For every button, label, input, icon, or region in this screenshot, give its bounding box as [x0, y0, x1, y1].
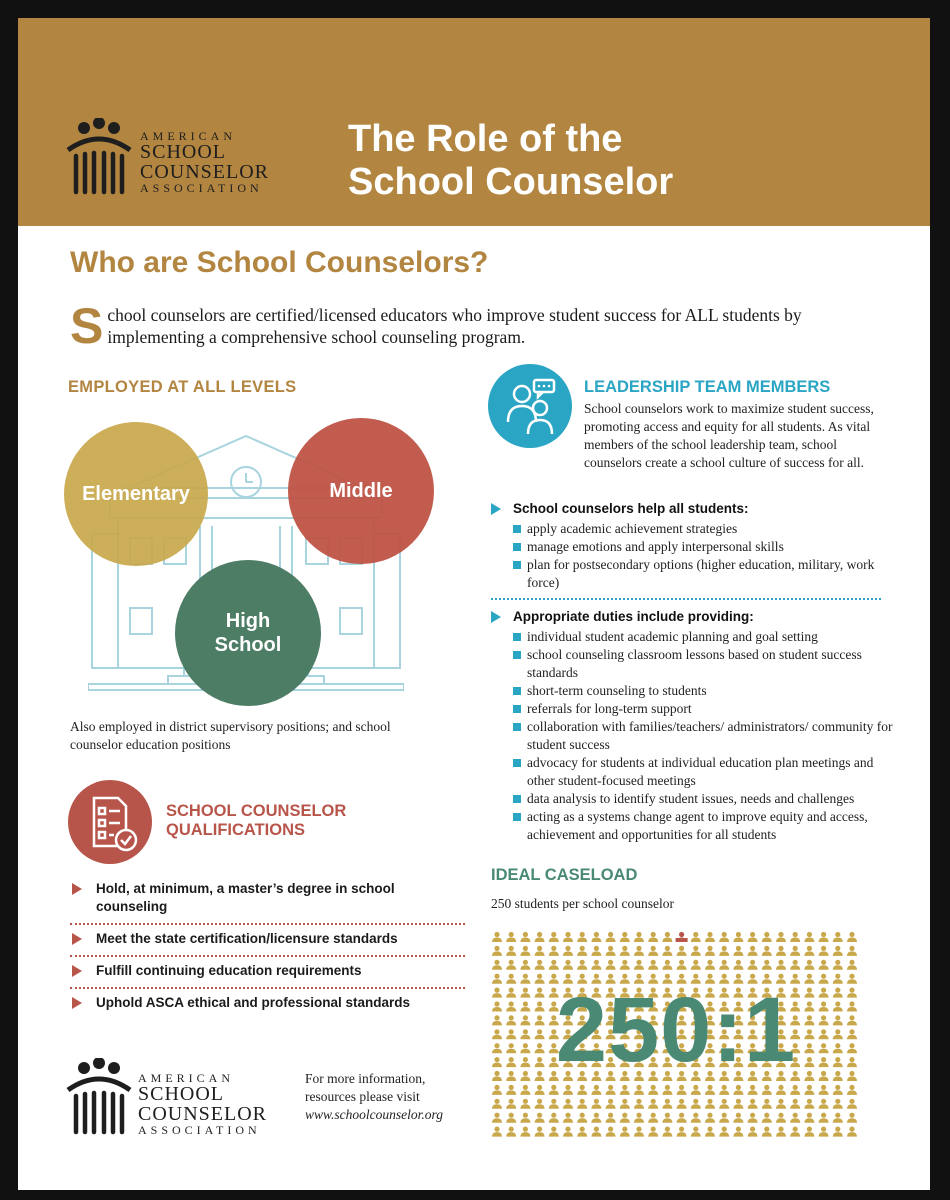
list-item: apply academic achievement strategies [491, 520, 901, 538]
footer-logo-wordmark [138, 1072, 267, 1136]
footer-logo-line-school: SCHOOL [138, 1083, 225, 1105]
qualifications-title [166, 802, 346, 840]
duties-title: Appropriate duties include providing: [491, 608, 901, 626]
duties-block [491, 608, 901, 844]
page-title-line-1: The Role of the [348, 118, 623, 160]
caseload-title: IDEAL CASELOAD [491, 866, 638, 884]
list-item: Fulfill continuing education requirements [70, 962, 465, 980]
list-item: advocacy for students at individual education plan meetings and other student-focused meetings [491, 754, 901, 790]
section-heading: Who are School Counselors? [70, 246, 489, 279]
circle-middle [288, 418, 434, 564]
caseload-ratio: 250:1 [555, 979, 797, 1081]
logo-line-association: ASSOCIATION [140, 181, 263, 195]
label-school: School [214, 634, 282, 656]
list-item: plan for postsecondary options (higher education, military, work force) [491, 556, 901, 592]
list-item: manage emotions and apply interpersonal skills [491, 538, 901, 556]
intro-text: chool counselors are certified/licensed educators who improve student success for ALL students by implementing a comprehensive school counseling program. [107, 305, 802, 347]
qualifications-list [70, 880, 465, 1026]
more-info-line-2: resources please visit [305, 1089, 420, 1104]
drop-cap: S [70, 298, 104, 354]
label-high-school [215, 609, 282, 657]
list-item: individual student academic planning and goal setting [491, 628, 901, 646]
label-middle: Middle [329, 480, 393, 502]
qualifications-title-line-1: SCHOOL COUNSELOR [166, 802, 347, 820]
list-item: referrals for long-term support [491, 700, 901, 718]
list-item: Hold, at minimum, a master’s degree in school counseling [70, 880, 465, 916]
page-title-line-2: School Counselor [348, 161, 674, 203]
employed-note: Also employed in district supervisory positions; and school counselor education positions [70, 719, 391, 752]
footer-logo-line-counselor: COUNSELOR [138, 1103, 268, 1125]
footer-logo-line-association: ASSOCIATION [138, 1123, 261, 1137]
list-item: school counseling classroom lessons based on student success standards [491, 646, 901, 682]
intro-paragraph [70, 298, 890, 354]
more-info-line-1: For more information, [305, 1071, 426, 1086]
label-elementary: Elementary [82, 483, 190, 505]
website-link[interactable]: www.schoolcounselor.org [305, 1107, 444, 1122]
help-list [491, 520, 901, 592]
caseload-text: 250 students per school counselor [491, 896, 674, 911]
logo-line-school: SCHOOL [140, 141, 227, 163]
logo-wordmark [140, 130, 269, 194]
leadership-title: LEADERSHIP TEAM MEMBERS [584, 378, 831, 396]
asca-logo-icon [66, 118, 132, 198]
list-item: Meet the state certification/licensure standards [70, 930, 465, 948]
circle-high-school [175, 560, 321, 706]
help-block [491, 500, 901, 592]
qualifications-title-line-2: QUALIFICATIONS [166, 821, 306, 839]
list-item: data analysis to identify student issues, needs and challenges [491, 790, 901, 808]
page-title [348, 118, 673, 204]
duties-list [491, 628, 901, 844]
employed-title: EMPLOYED AT ALL LEVELS [68, 378, 297, 396]
list-item: Uphold ASCA ethical and professional standards [70, 994, 465, 1012]
leadership-text: School counselors work to maximize student success, promoting access and equity for all students. As vital members of the school leadership team, school counselors create a school culture of success for all. [584, 401, 874, 470]
logo-line-american: AMERICAN [140, 129, 237, 143]
divider [491, 598, 881, 600]
page [18, 18, 930, 1190]
list-item: acting as a systems change agent to improve equity and access, achievement and opportunities for all students [491, 808, 901, 844]
logo-line-counselor: COUNSELOR [140, 161, 270, 183]
asca-logo-footer-icon [66, 1058, 132, 1138]
more-info [305, 1070, 485, 1124]
circle-elementary [64, 422, 208, 566]
leadership-people-icon [488, 364, 572, 448]
footer-logo-line-american: AMERICAN [138, 1071, 235, 1085]
checklist-icon [68, 780, 152, 864]
list-item: collaboration with families/teachers/ administrators/ community for student success [491, 718, 901, 754]
help-title: School counselors help all students: [491, 500, 901, 518]
header-banner [18, 18, 930, 226]
label-high: High [225, 610, 271, 632]
list-item: short-term counseling to students [491, 682, 901, 700]
